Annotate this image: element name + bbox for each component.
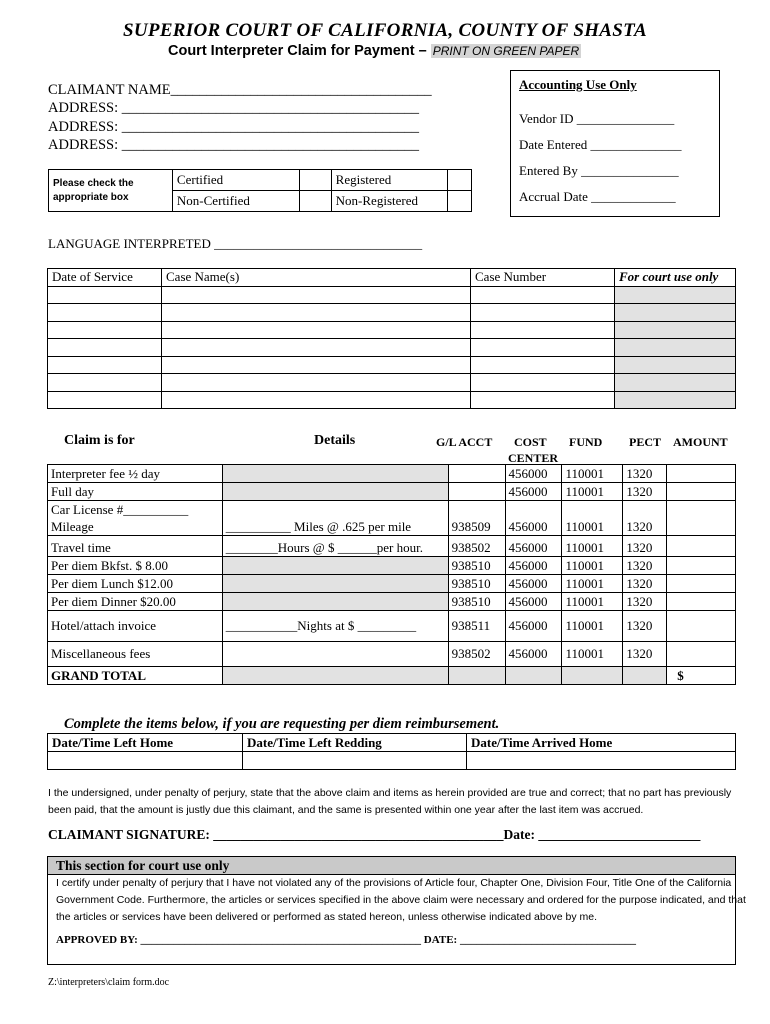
mileage-label: Mileage (51, 519, 94, 534)
court-use-header: For court use only (615, 269, 736, 287)
non-certified-label: Non-Certified (172, 191, 299, 212)
cost-cell: 456000 (505, 465, 562, 483)
certified-label: Certified (172, 170, 299, 191)
pect-cell: 1320 (623, 483, 667, 501)
gl-cell (448, 465, 505, 483)
fund-cell: 110001 (562, 575, 623, 593)
registered-label: Registered (331, 170, 448, 191)
claim-row-mileage (48, 501, 736, 536)
cost-cell: 456000 (505, 611, 562, 642)
subtitle-text: Court Interpreter Claim for Payment – (168, 43, 427, 59)
accounting-box (510, 70, 720, 217)
case-number-cell[interactable] (471, 374, 615, 392)
pect-cell: 1320 (623, 465, 667, 483)
claim-row-half-day (48, 465, 736, 483)
case-number-cell[interactable] (471, 339, 615, 357)
amount-cell[interactable] (667, 557, 736, 575)
file-path-footer: Z:\interpreters\claim form.doc (48, 977, 170, 988)
claim-label: Hotel/attach invoice (48, 611, 223, 642)
service-row (48, 374, 736, 392)
claim-label-mileage (48, 501, 223, 536)
cost-center-header-2: CENTER (508, 451, 559, 465)
date-cell[interactable] (48, 304, 162, 322)
amount-cell[interactable] (667, 575, 736, 593)
registered-checkbox[interactable] (448, 170, 472, 191)
claim-detail (222, 465, 448, 483)
claim-detail[interactable] (222, 642, 448, 667)
left-home-header: Date/Time Left Home (48, 734, 243, 752)
claim-row-travel (48, 536, 736, 557)
date-of-service-header: Date of Service (48, 269, 162, 287)
court-use-heading: This section for court use only (48, 857, 735, 875)
arrived-home-header: Date/Time Arrived Home (467, 734, 736, 752)
statement-line-2: been paid, that the amount is justly due this claimant, and the same is presented within one year after the last item was accrued. (48, 804, 644, 816)
non-registered-label: Non-Registered (331, 191, 448, 212)
pect-cell: 1320 (623, 536, 667, 557)
amount-cell[interactable] (667, 483, 736, 501)
case-number-header: Case Number (471, 269, 615, 287)
amount-cell[interactable] (667, 501, 736, 536)
date-entered-field[interactable]: Date Entered ______________ (519, 137, 682, 152)
case-name-cell[interactable] (162, 321, 471, 339)
address-field-3[interactable]: ADDRESS: _________________________________________ (48, 137, 419, 153)
statement-line-1: I the undersigned, under penalty of perjury, state that the above claim and items as herein provided are true and correct; that no part has previously (48, 787, 732, 799)
grand-total-amount[interactable]: $ (667, 667, 736, 685)
case-name-cell[interactable] (162, 374, 471, 392)
amount-cell[interactable] (667, 642, 736, 667)
cost-cell: 456000 (505, 642, 562, 667)
service-row (48, 339, 736, 357)
per-diem-table (47, 733, 736, 770)
gl-cell: 938510 (448, 575, 505, 593)
gl-cell (448, 483, 505, 501)
gl-acct-header: G/L ACCT (436, 435, 493, 449)
cost-cell: 456000 (505, 483, 562, 501)
left-redding-header: Date/Time Left Redding (243, 734, 467, 752)
service-row (48, 286, 736, 304)
certification-checkbox-table (48, 169, 472, 212)
claim-label: Per diem Bkfst. $ 8.00 (48, 557, 223, 575)
date-cell[interactable] (48, 339, 162, 357)
check-box-label: Please check the appropriate box (49, 170, 173, 212)
language-interpreted-field[interactable]: LANGUAGE INTERPRETED ________________________________ (48, 236, 423, 251)
certification-line-1: I certify under penalty of perjury that I have not violated any of the provisions of Article four, Chapter One, Division Four, Title One of the California (56, 877, 732, 889)
cost-center-header: COST (514, 435, 547, 449)
pect-cell: 1320 (623, 575, 667, 593)
case-number-cell[interactable] (471, 356, 615, 374)
fund-cell: 110001 (562, 536, 623, 557)
pect-cell: 1320 (623, 557, 667, 575)
court-use-section (47, 856, 746, 965)
court-use-cell (615, 304, 736, 322)
pect-cell: 1320 (623, 642, 667, 667)
approved-by-field[interactable]: APPROVED BY: ___________________________________________________ DATE: ________________________________ (56, 934, 636, 946)
cost-cell: 456000 (505, 575, 562, 593)
per-diem-note: Complete the items below, if you are requesting per diem reimbursement. (64, 716, 500, 732)
fund-header: FUND (569, 435, 603, 449)
certification-line-3: the articles or services have been delivered or performed as stated hereon, unless otherwise indicated above by me. (56, 911, 598, 923)
perjury-statement (48, 785, 731, 819)
claim-row-breakfast (48, 557, 736, 575)
case-name-header: Case Name(s) (162, 269, 471, 287)
claim-label: Per diem Lunch $12.00 (48, 575, 223, 593)
amount-cell[interactable] (667, 611, 736, 642)
details-header: Details (314, 433, 356, 448)
fund-cell: 110001 (562, 593, 623, 611)
accounting-heading: Accounting Use Only (519, 77, 637, 92)
case-number-cell[interactable] (471, 391, 615, 409)
claim-label: Travel time (48, 536, 223, 557)
address-field-2[interactable]: ADDRESS: _________________________________________ (48, 119, 419, 135)
case-number-cell[interactable] (471, 286, 615, 304)
cost-cell: 456000 (505, 557, 562, 575)
court-use-cell (615, 391, 736, 409)
fund-cell: 110001 (562, 465, 623, 483)
fund-cell: 110001 (562, 611, 623, 642)
court-use-cell (615, 339, 736, 357)
service-table (47, 268, 736, 409)
accrual-date-field[interactable]: Accrual Date _____________ (519, 189, 676, 204)
left-redding-field[interactable] (243, 752, 467, 770)
grand-total-label: GRAND TOTAL (48, 667, 223, 685)
grand-total-row (48, 667, 736, 685)
claim-label: Interpreter fee ½ day (48, 465, 223, 483)
pect-header: PECT (629, 435, 662, 449)
cost-cell: 456000 (505, 536, 562, 557)
date-cell[interactable] (48, 356, 162, 374)
service-row (48, 391, 736, 409)
gl-cell: 938511 (448, 611, 505, 642)
date-cell[interactable] (48, 286, 162, 304)
gl-cell: 938502 (448, 536, 505, 557)
entered-by-field[interactable]: Entered By _______________ (519, 163, 679, 178)
date-cell[interactable] (48, 391, 162, 409)
claim-table (47, 464, 736, 685)
gl-cell: 938510 (448, 593, 505, 611)
claim-detail[interactable]: __________ Miles @ .625 per mile (222, 501, 448, 536)
fund-cell: 110001 (562, 642, 623, 667)
amount-header: AMOUNT (673, 435, 728, 449)
claim-detail[interactable]: ___________Nights at $ _________ (222, 611, 448, 642)
case-number-cell[interactable] (471, 321, 615, 339)
fund-cell: 110001 (562, 483, 623, 501)
certification-line-2: Government Code. Furthermore, the articles or services specified in the above claim were necessary and ordered for the purpose indicated, and that (56, 894, 746, 906)
case-number-cell[interactable] (471, 304, 615, 322)
claim-row-dinner (48, 593, 736, 611)
claim-detail (222, 483, 448, 501)
form-title: SUPERIOR COURT OF CALIFORNIA, COUNTY OF SHASTA (123, 20, 647, 41)
gl-cell: 938502 (448, 642, 505, 667)
pect-cell: 1320 (623, 593, 667, 611)
non-certified-checkbox[interactable] (299, 191, 331, 212)
amount-cell[interactable] (667, 593, 736, 611)
case-name-cell[interactable] (162, 356, 471, 374)
service-row (48, 304, 736, 322)
vendor-id-field[interactable]: Vendor ID _______________ (519, 111, 675, 126)
claim-row-lunch (48, 575, 736, 593)
court-use-cell (615, 321, 736, 339)
case-name-cell[interactable] (162, 339, 471, 357)
case-name-cell[interactable] (162, 391, 471, 409)
certified-checkbox[interactable] (299, 170, 331, 191)
claim-detail[interactable]: ________Hours @ $ ______per hour. (222, 536, 448, 557)
cost-cell: 456000 (505, 593, 562, 611)
service-row (48, 321, 736, 339)
non-registered-checkbox[interactable] (448, 191, 472, 212)
court-use-cell (615, 286, 736, 304)
court-certification (48, 875, 746, 926)
grand-total-fund (562, 667, 623, 685)
court-use-cell (615, 356, 736, 374)
claimant-signature-field[interactable]: CLAIMANT SIGNATURE: ___________________________________________Date: ________________________ (48, 827, 701, 842)
fund-cell: 110001 (562, 557, 623, 575)
address-field-1[interactable]: ADDRESS: _________________________________________ (48, 100, 419, 116)
claimant-name-field[interactable]: CLAIMANT NAME____________________________________ (48, 82, 432, 98)
claim-detail (222, 575, 448, 593)
grand-total-gl (448, 667, 505, 685)
claim-for-header: Claim is for (64, 433, 135, 448)
case-name-cell[interactable] (162, 286, 471, 304)
grand-total-cost (505, 667, 562, 685)
claim-detail (222, 593, 448, 611)
gl-cell: 938510 (448, 557, 505, 575)
amount-cell[interactable] (667, 536, 736, 557)
arrived-home-field[interactable] (467, 752, 736, 770)
claim-label: Full day (48, 483, 223, 501)
left-home-field[interactable] (48, 752, 243, 770)
pect-cell: 1320 (623, 501, 667, 536)
amount-cell[interactable] (667, 465, 736, 483)
grand-total-detail (222, 667, 448, 685)
gl-cell: 938509 (448, 501, 505, 536)
grand-total-pect (623, 667, 667, 685)
claim-label: Miscellaneous fees (48, 642, 223, 667)
service-row (48, 356, 736, 374)
car-license-field[interactable]: Car License #__________ (51, 502, 189, 517)
fund-cell: 110001 (562, 501, 623, 536)
claim-detail (222, 557, 448, 575)
court-use-cell (615, 374, 736, 392)
claim-row-hotel (48, 611, 736, 642)
cost-cell: 456000 (505, 501, 562, 536)
case-name-cell[interactable] (162, 304, 471, 322)
date-cell[interactable] (48, 374, 162, 392)
form-subtitle (168, 43, 581, 59)
claim-label: Per diem Dinner $20.00 (48, 593, 223, 611)
print-note: PRINT ON GREEN PAPER (432, 44, 580, 58)
claim-row-full-day (48, 483, 736, 501)
pect-cell: 1320 (623, 611, 667, 642)
claim-row-misc (48, 642, 736, 667)
date-cell[interactable] (48, 321, 162, 339)
